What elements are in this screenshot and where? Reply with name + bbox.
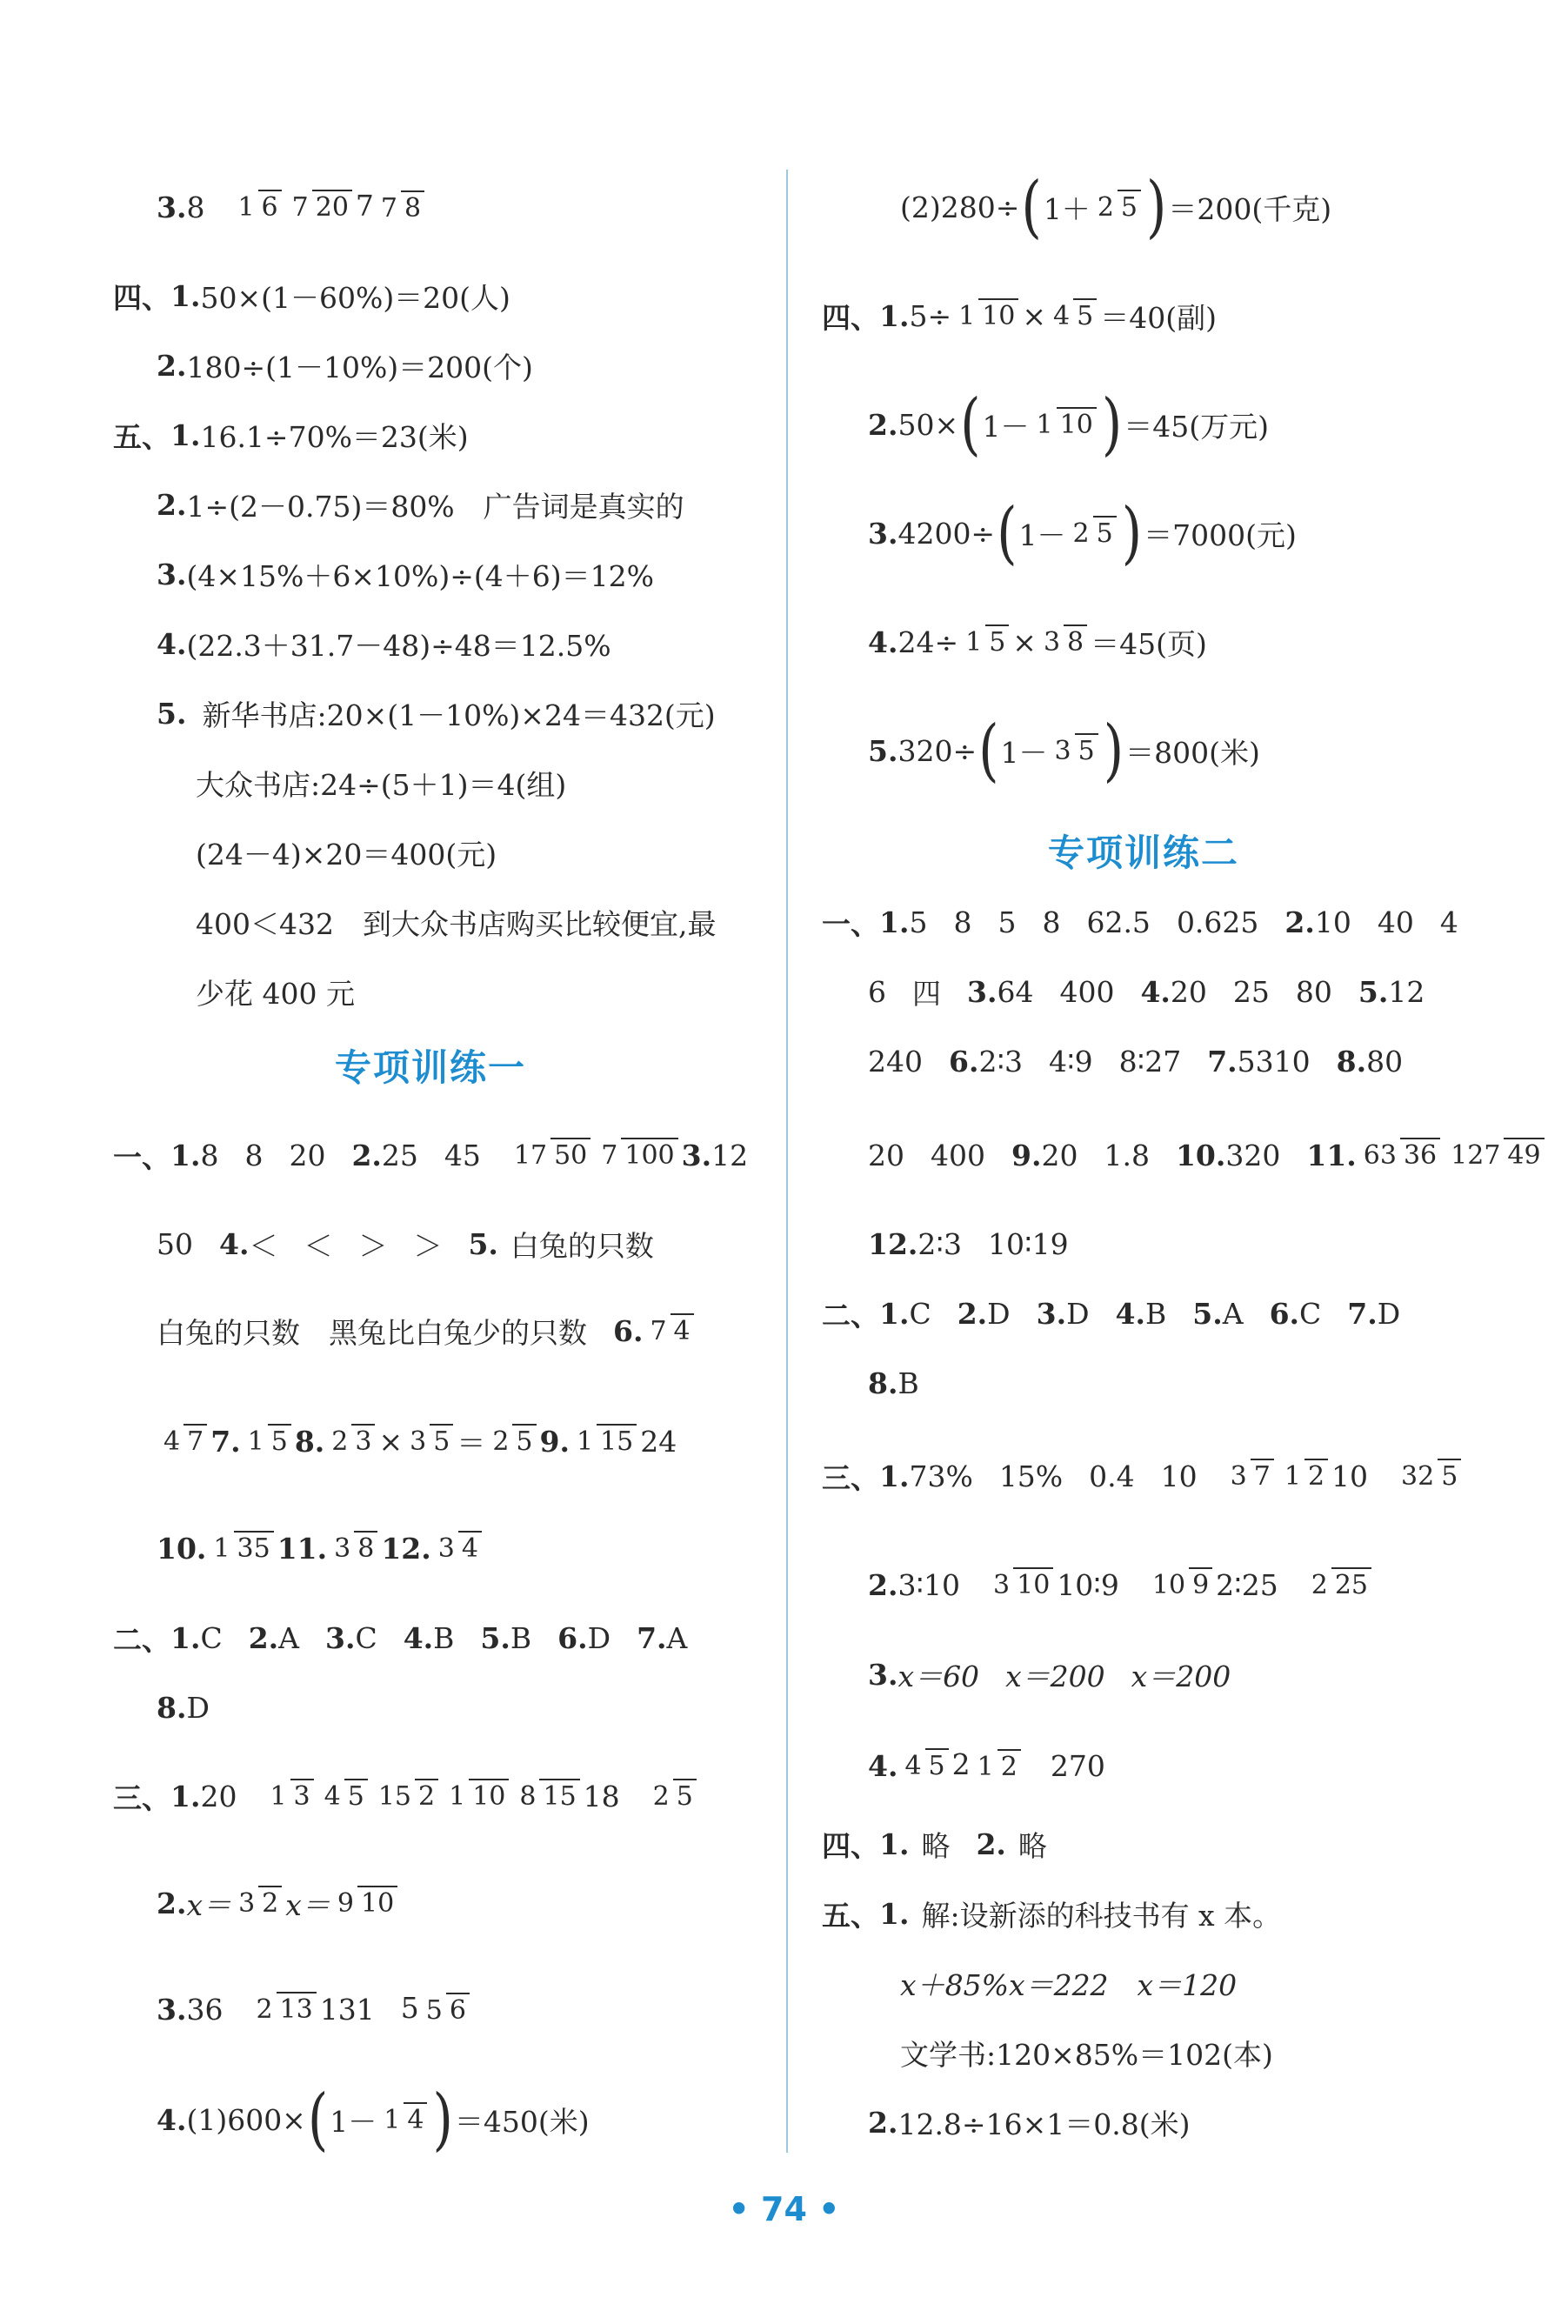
answer-line: 四、 1. 略 2. 略 xyxy=(822,1826,1047,1863)
fraction: 4 5 xyxy=(901,1748,948,1784)
answer-line: 五、 1. 解:设新添的科技书有 x 本。 xyxy=(822,1896,1282,1933)
answer-line: 一、 1. 8 8 20 2. 25 45 17 50 7 100 3. 12 xyxy=(113,1138,749,1174)
answer-line: 3. 8 1 6 7 20 7 7 8 xyxy=(157,168,428,246)
section-title: 专项训练一 xyxy=(335,1046,527,1089)
section-title: 专项训练二 xyxy=(1048,831,1240,874)
fraction: 2 5 xyxy=(489,1424,536,1459)
answer-line: 三、 1. 73% 15% 0.4 10 3 7 1 2 10 32 5 xyxy=(822,1437,1465,1515)
fraction: 1 10 xyxy=(955,298,1018,334)
answer-line: 少花 400 元 xyxy=(196,976,355,1011)
fraction: 32 5 xyxy=(1398,1459,1461,1494)
mixed-number: 5 5 6 xyxy=(401,1991,473,2027)
answer-line: 8. B xyxy=(868,1366,919,1400)
fraction: 1 35 xyxy=(210,1531,273,1566)
answer-line: 文学书:120×85%＝102(本) xyxy=(900,2037,1273,2072)
fraction: 10 9 xyxy=(1149,1567,1212,1603)
fraction: 3 4 xyxy=(435,1531,482,1566)
fraction: 1 6 xyxy=(234,190,281,225)
fraction: 9 10 xyxy=(334,1886,397,1921)
answer-line: 二、 1. C 2. D 3. D 4. B 5. A 6. C 7. D xyxy=(822,1296,1401,1332)
fraction: 3 8 xyxy=(330,1531,377,1566)
answer-line: 3. (4×15%＋6×10%)÷(4＋6)＝12% xyxy=(157,557,654,593)
fraction: 1 2 xyxy=(1281,1459,1328,1494)
fraction: 2 5 xyxy=(1070,516,1117,551)
fraction: 1 10 xyxy=(445,1779,509,1814)
answer-line: 240 6. 2∶3 4∶9 8∶27 7. 5310 8. 80 xyxy=(868,1044,1404,1079)
mixed-number: 7 7 8 xyxy=(356,189,428,225)
answer-line: 4. (22.3＋31.7－48)÷48＝12.5% xyxy=(157,626,611,663)
fraction: 127 49 xyxy=(1447,1138,1544,1173)
fraction: 7 4 xyxy=(646,1313,693,1349)
fraction: 7 100 xyxy=(597,1138,677,1173)
answer-line: x＋85%x＝222 x＝120 xyxy=(900,1967,1238,2002)
fraction: 3 2 xyxy=(235,1886,282,1921)
answer-line: 五、 1. 16.1÷70%＝23(米) xyxy=(113,417,469,454)
fraction: 1 3 xyxy=(266,1779,313,1814)
answer-line: 5. 新华书店:20×(1－10%)×24＝432(元) xyxy=(157,696,716,732)
fraction: 2 25 xyxy=(1308,1567,1371,1603)
answer-line: 2. 1÷(2－0.75)＝80% 广告词是真实的 xyxy=(157,487,684,524)
fraction: 2 5 xyxy=(650,1779,697,1814)
answer-line: 3. 4200÷ ( 1－ 2 5 ) ＝7000(元) xyxy=(868,493,1297,573)
answer-line: 20 400 9. 20 1.8 10. 320 11. 63 36 127 49 xyxy=(868,1116,1548,1194)
answer-line: 二、 1. C 2. A 3. C 4. B 5. B 6. D 7. A xyxy=(113,1620,688,1657)
answer-line: 3. 36 2 13 131 5 5 6 xyxy=(157,1970,473,2048)
fraction: 3 5 xyxy=(1051,733,1098,769)
fraction: 2 3 xyxy=(328,1424,375,1459)
fraction: 2 5 xyxy=(1094,190,1141,225)
fraction: 17 50 xyxy=(510,1138,591,1173)
answer-line: 5. 320÷ ( 1－ 3 5 ) ＝800(米) xyxy=(868,711,1260,791)
answer-line: 大众书店:24÷(5＋1)＝4(组) xyxy=(196,767,567,802)
answer-line: 12. 2∶3 10∶19 xyxy=(868,1226,1069,1261)
fraction: 2 13 xyxy=(252,1992,316,2027)
answer-line: 400＜432 到大众书店购买比较便宜,最 xyxy=(196,906,717,941)
fraction: 4 5 xyxy=(1050,298,1097,334)
fraction: 1 15 xyxy=(573,1424,637,1459)
answer-line: 4. (1)600× ( 1－ 1 4 ) ＝450(米) xyxy=(157,2080,590,2160)
answer-line: 6 四 3. 64 400 4. 20 25 80 5. 12 xyxy=(868,974,1425,1011)
answer-line: 2. x＝ 3 2 x＝ 9 10 xyxy=(157,1864,401,1942)
answer-line: 2. 3∶10 3 10 10∶9 10 9 2∶25 2 25 xyxy=(868,1546,1375,1624)
fraction: 1 10 xyxy=(1033,407,1097,443)
fraction: 15 2 xyxy=(375,1779,438,1814)
answer-line: 四、 1. 50×(1－60%)＝20(人) xyxy=(113,278,510,315)
answer-line: 三、 1. 20 1 3 4 5 15 2 1 10 8 15 18 2 5 xyxy=(113,1757,700,1835)
answer-line: 四、 1. 5÷ 1 10 × 4 5 ＝40(副) xyxy=(822,298,1217,335)
answer-line: 50 4. ＜ ＜ ＞ ＞ 5. 白兔的只数 xyxy=(157,1226,654,1263)
answer-line: 8. D xyxy=(157,1690,210,1725)
answer-line: 4 7 7. 1 5 8. 2 3 × 3 5 ＝ 2 5 9. 1 15 24 xyxy=(157,1402,677,1480)
answer-line: 2. 12.8÷16×1＝0.8(米) xyxy=(868,2105,1191,2141)
page-number: • 74 • xyxy=(728,2190,840,2228)
fraction: 4 7 xyxy=(160,1424,207,1459)
fraction: 3 7 xyxy=(1227,1459,1274,1494)
answer-line: (24－4)×20＝400(元) xyxy=(196,837,497,872)
answer-line: (2)280÷ ( 1＋ 2 5 ) ＝200(千克) xyxy=(900,167,1332,247)
answer-line: 4. 24÷ 1 5 × 3 8 ＝45(页) xyxy=(868,624,1207,661)
answer-line: 2. 180÷(1－10%)＝200(个) xyxy=(157,348,533,384)
fraction: 1 5 xyxy=(962,624,1009,660)
fraction: 3 10 xyxy=(990,1567,1053,1603)
fraction: 7 20 xyxy=(289,190,352,225)
answer-line: 3. x＝60 x＝200 x＝200 xyxy=(868,1657,1231,1693)
answer-line: 2. 50× ( 1－ 1 10 ) ＝45(万元) xyxy=(868,384,1269,464)
fraction: 3 5 xyxy=(406,1424,453,1459)
fraction: 3 8 xyxy=(1040,624,1087,660)
fraction: 63 36 xyxy=(1360,1138,1440,1173)
fraction: 1 5 xyxy=(244,1424,291,1459)
fraction: 8 15 xyxy=(516,1779,579,1814)
answer-line: 10. 1 35 11. 3 8 12. 3 4 xyxy=(157,1509,485,1587)
column-divider xyxy=(786,170,788,2153)
mixed-number: 2 1 2 xyxy=(952,1747,1024,1784)
answer-line: 4. 4 5 2 1 2 270 xyxy=(868,1746,1105,1783)
answer-line: 一、 1. 5 8 5 8 62.5 0.625 2. 10 40 4 xyxy=(822,905,1458,941)
fraction: 4 5 xyxy=(321,1779,368,1814)
answer-line: 白兔的只数 黑兔比白兔少的只数 6. 7 4 xyxy=(157,1292,697,1370)
fraction: 1 4 xyxy=(380,2102,427,2138)
